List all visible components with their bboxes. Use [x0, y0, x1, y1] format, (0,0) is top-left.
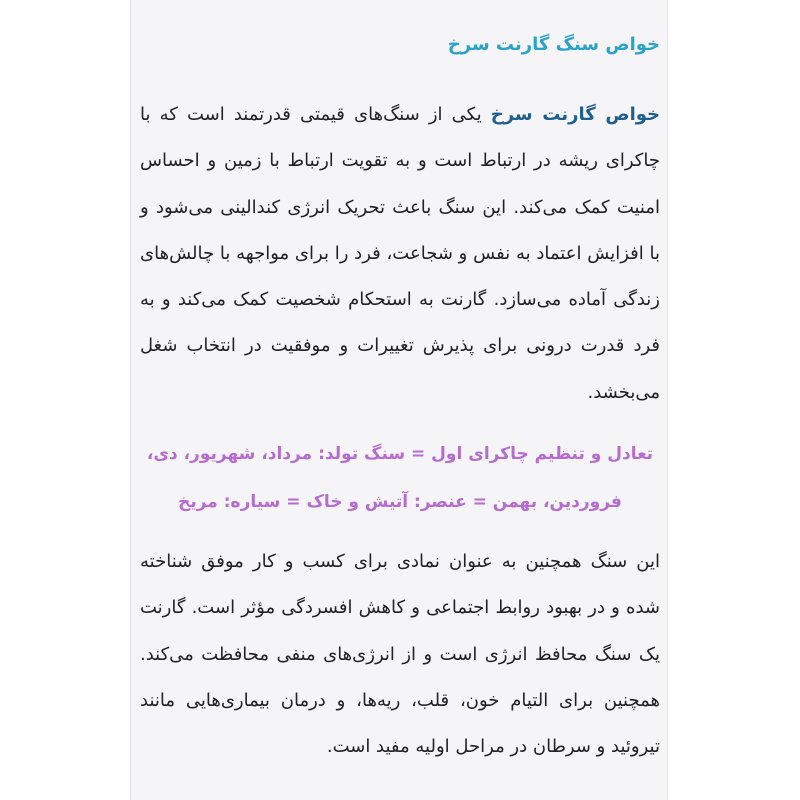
paragraph-details: این سنگ همچنین به عنوان نمادی برای کسب و کار موفق شناخته شده و در بهبود روابط اجتماعی و کاهش افسردگی مؤثر است. گارنت یک سنگ محافظ انرژی است و از انرژی‌های منفی محافظت می‌کند. همچنین برای التیام خون، قلب، ریه‌ها، و درمان بیماری‌هایی مانند تیروئید و سرطان در مراحل اولیه مفید است.	[140, 551, 660, 758]
highlight-line-1: تعادل و تنظیم چاکرای اول = سنگ تولد: مرداد، شهریور، دی،	[146, 444, 654, 465]
highlight-block	[140, 430, 660, 526]
paragraph-lead-link[interactable]: خواص گارنت سرخ	[490, 104, 661, 125]
article-title: خواص سنگ گارنت سرخ	[447, 34, 660, 55]
article-content	[140, 0, 660, 771]
highlight-line-2: فروردین، بهمن = عنصر: آتیش و خاک = سیاره: مریخ	[178, 492, 622, 513]
paragraph-intro	[140, 92, 660, 416]
paragraph-intro-text: یکی از سنگ‌های قیمتی قدرتمند است که با چاکرای ریشه در ارتباط است و به تقویت ارتباط با زمین و احساس امنیت کمک می‌کند. این سنگ باعث تحریک انرژی کندالینی می‌شود و با افزایش اعتماد به نفس و شجاعت، فرد را برای مواجهه با چالش‌های زندگی آماده می‌سازد. گارنت به استحکام شخصیت کمک می‌کند و به فرد قدرت درونی برای پذیرش تغییرات و موفقیت در انتخاب شغل می‌بخشد.	[140, 104, 660, 403]
